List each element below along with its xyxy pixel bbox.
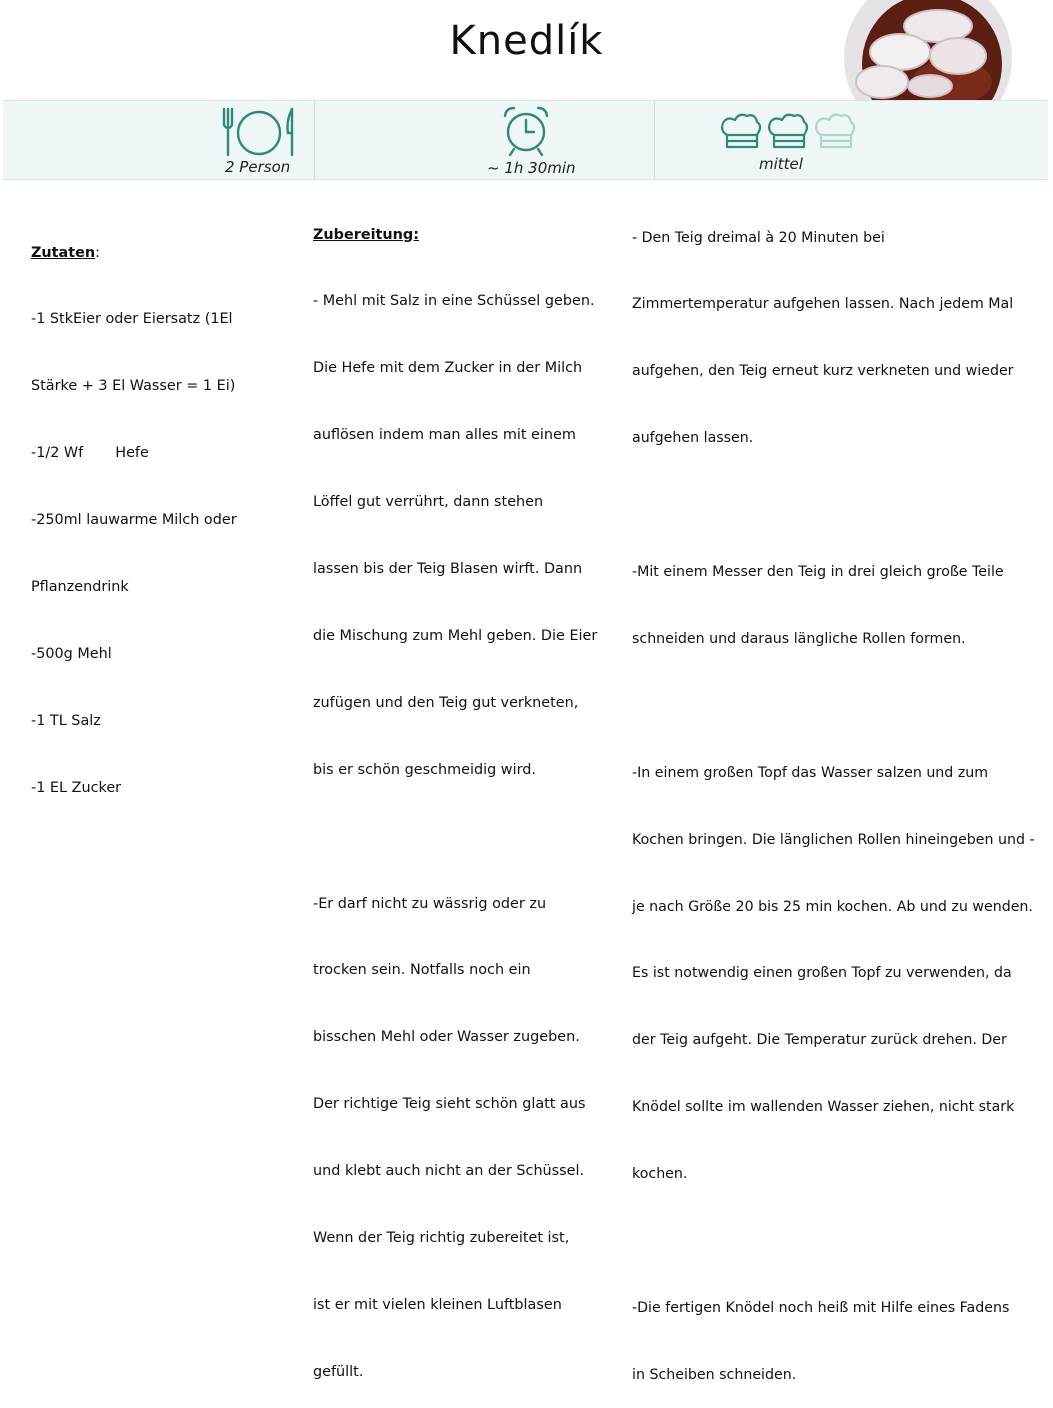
preparation-line: gefüllt. (313, 1363, 364, 1380)
preparation-line: und klebt auch nicht an der Schüssel. (313, 1163, 585, 1180)
preparation-line: lassen bis der Teig Blasen wirft. Dann (313, 561, 583, 578)
preparation-heading: Zubereitung: (313, 226, 419, 243)
preparation-line: trocken sein. Notfalls noch ein (313, 962, 531, 979)
step-line: Zimmertemperatur aufgehen lassen. Nach jedem Mal (632, 296, 1014, 313)
time-label: ~ 1h 30min (487, 159, 576, 177)
ingredient-line: -250ml lauwarme Milch oder (31, 512, 237, 529)
preparation-line: Wenn der Teig richtig zubereitet ist, (313, 1229, 570, 1246)
preparation-line (313, 826, 597, 848)
preparation-line: Die Hefe mit dem Zucker in der Milch (313, 360, 583, 377)
step-line: schneiden und daraus längliche Rollen formen. (632, 630, 966, 647)
preparation-line: -Er darf nicht zu wässrig oder zu (313, 895, 547, 912)
band-divider (654, 101, 655, 179)
preparation-line: zufügen und den Teig gut verkneten, (313, 694, 579, 711)
step-line: -Die fertigen Knödel noch heiß mit Hilfe eines Fadens (632, 1299, 1010, 1316)
ingredients-heading: Zutaten (31, 244, 96, 261)
step-line (632, 695, 1035, 717)
preparation-line: Der richtige Teig sieht schön glatt aus (313, 1096, 586, 1113)
preparation-line: bisschen Mehl oder Wasser zugeben. (313, 1029, 580, 1046)
step-line: aufgehen, den Teig erneut kurz verkneten und wieder (632, 363, 1014, 380)
difficulty-label: mittel (759, 155, 803, 173)
preparation-line: die Mischung zum Mehl geben. Die Eier (313, 627, 598, 644)
alarm-clock-icon (500, 104, 552, 158)
step-line: kochen. (632, 1166, 688, 1183)
servings-label: 2 Person (225, 158, 291, 176)
ingredient-line: -1 StkEier oder Eiersatz (1El (31, 311, 233, 328)
step-line: der Teig aufgeht. Die Temperatur zurück drehen. Der (632, 1032, 1007, 1049)
step-line: -In einem großen Topf das Wasser salzen und zum (632, 764, 989, 781)
chef-hat-icon (719, 109, 859, 153)
ingredient-line: Stärke + 3 El Wasser = 1 Ei) (31, 378, 236, 395)
ingredients-section (31, 197, 237, 821)
step-line: je nach Größe 20 bis 25 min kochen. Ab und zu wenden. (632, 898, 1033, 915)
band-divider (314, 101, 315, 179)
ingredient-line: -1 EL Zucker (31, 779, 122, 796)
step-line: in Scheiben schneiden. (632, 1366, 797, 1383)
step-line: -Mit einem Messer den Teig in drei gleich große Teile (632, 564, 1004, 581)
step-line: Knödel sollte im wallenden Wasser ziehen, nicht stark (632, 1099, 1015, 1116)
recipe-info-band (3, 100, 1048, 180)
step-line: aufgehen lassen. (632, 430, 754, 447)
step-line (632, 1230, 1035, 1252)
preparation-line: Löffel gut verrührt, dann stehen (313, 494, 544, 511)
preparation-section (313, 179, 597, 1405)
page-title: Knedlík (449, 18, 604, 64)
preparation-line: bis er schön geschmeidig wird. (313, 761, 536, 778)
preparation-line: ist er mit vielen kleinen Luftblasen (313, 1296, 562, 1313)
preparation-line: auflösen indem man alles mit einem (313, 427, 576, 444)
ingredient-line: -1 TL Salz (31, 712, 101, 729)
ingredient-line: -1/2 Wf Hefe (31, 445, 149, 462)
ingredient-line: Pflanzendrink (31, 579, 129, 596)
dumpling-photo (840, 12, 1010, 104)
step-line (632, 494, 1035, 516)
plate-cutlery-icon (216, 105, 302, 159)
step-line: Es ist notwendig einen großen Topf zu verwenden, da (632, 965, 1012, 982)
step-line: - Den Teig dreimal à 20 Minuten bei (632, 229, 885, 246)
ingredients-colon: : (95, 244, 101, 261)
steps-section (632, 182, 1035, 1408)
step-line: Kochen bringen. Die länglichen Rollen hineingeben und - (632, 831, 1035, 848)
ingredient-line: -500g Mehl (31, 645, 112, 662)
preparation-line: - Mehl mit Salz in eine Schüssel geben. (313, 293, 595, 310)
